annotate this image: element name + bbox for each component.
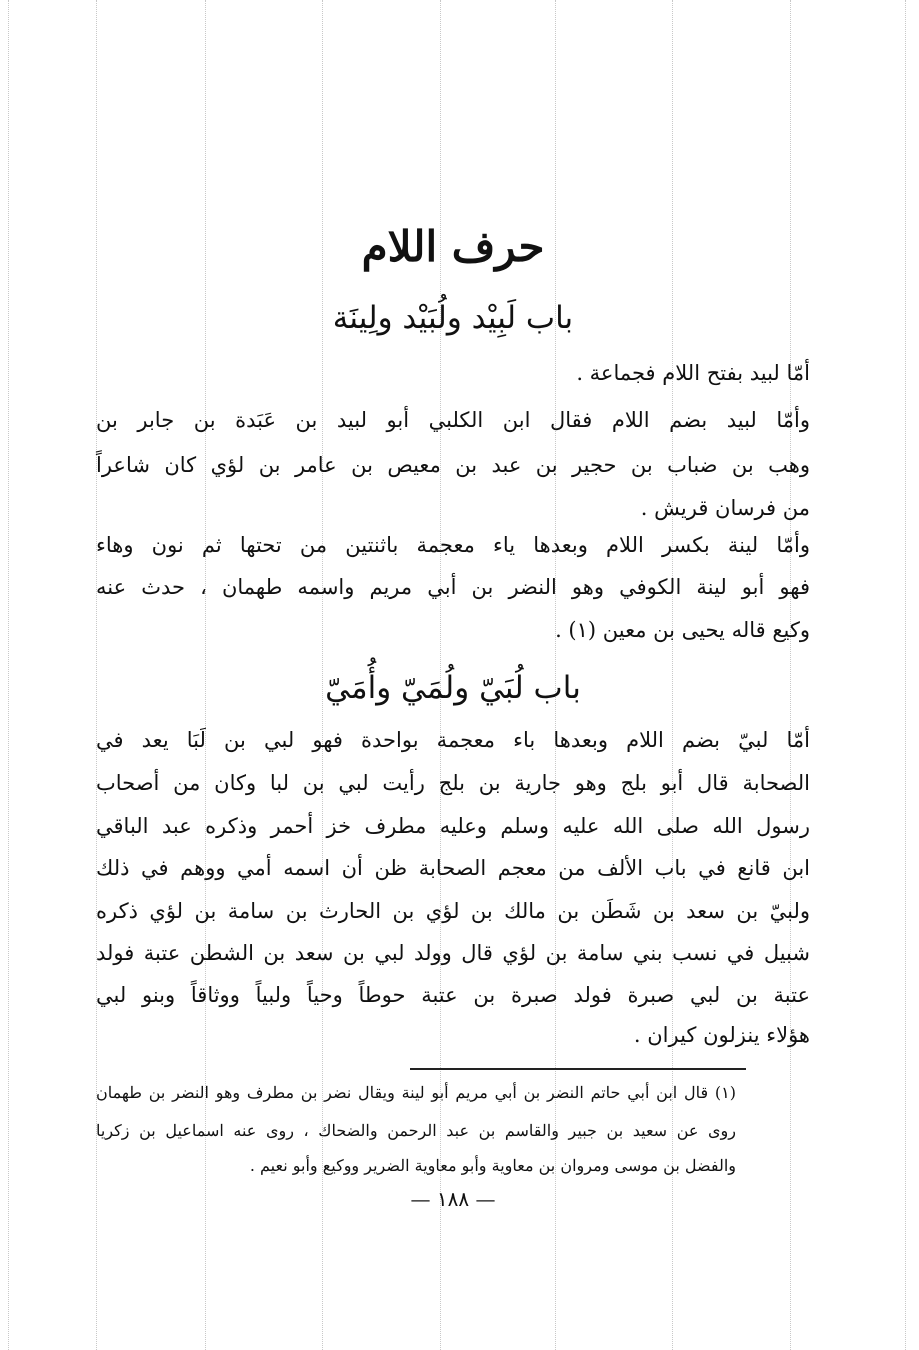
paragraph-line: أمّا لبيّ بضم اللام وبعدها باء معجمة بواحدة فهو لبي بن لَبَا يعد في	[96, 728, 810, 752]
paragraph-line: وأمّا لينة بكسر اللام وبعدها ياء معجمة باثنتين من تحتها ثم نون وهاء	[96, 533, 810, 557]
paragraph-line: عتبة بن لبي صبرة فولد صبرة بن عتبة حوطاً وحياً ولبياً ووثاقاً وبنو لبي	[96, 983, 810, 1007]
page-number: — ١٨٨ —	[410, 1187, 496, 1211]
scan-guide-line	[8, 0, 9, 1350]
paragraph-line: وكيع قاله يحيى بن معين (١) .	[555, 618, 810, 642]
paragraph-line: ابن قانع في باب الألف من معجم الصحابة ظن أن اسمه أمي ووهم في ذلك	[96, 856, 810, 880]
paragraph-line: ولبيّ بن سعد بن شَطَن بن مالك بن لؤي بن الحارث بن سامة بن لؤي ذكره	[96, 899, 810, 923]
paragraph-line: الصحابة قال أبو بلج وهو جارية بن بلج رأيت لبي بن لبا وكان من أصحاب	[96, 771, 810, 795]
footnote-line: روى عن سعيد بن جبير والقاسم بن عبد الرحمن والضحاك ، روى عنه اسماعيل بن زكريا	[96, 1121, 736, 1140]
section-title-labid: باب لَبِيْد ولُبَيْد ولِينَة	[332, 300, 574, 336]
footnote-line: (١) قال ابن أبي حاتم النضر بن أبي مريم أبو لينة ويقال نضر بن مطرف وهو النضر بن طهمان	[96, 1083, 736, 1102]
paragraph-line: فهو أبو لينة الكوفي وهو النضر بن أبي مريم واسمه طهمان ، حدث عنه	[96, 575, 810, 599]
section-title-lubay: باب لُبَيّ ولُمَيّ وأُمَيّ	[325, 670, 581, 706]
paragraph-line: رسول الله صلى الله عليه وسلم وعليه مطرف خز أحمر وذكره عبد الباقي	[96, 814, 810, 838]
paragraph-line: هؤلاء ينزلون كيران .	[633, 1023, 810, 1047]
paragraph-line: من فرسان قريش .	[640, 496, 810, 520]
footnote-separator	[410, 1068, 746, 1070]
paragraph-line: أمّا لبيد بفتح اللام فجماعة .	[576, 361, 810, 385]
paragraph-line: وأمّا لبيد بضم اللام فقال ابن الكلبي أبو لبيد بن عَبَدة بن جابر بن	[96, 408, 810, 432]
footnote-line: والفضل بن موسى ومروان بن معاوية وأبو معاوية الضرير ووكيع وأبو نعيم .	[249, 1156, 736, 1175]
paragraph-line: شبيل في نسب بني سامة بن لؤي قال وولد لبي بن سعد بن الشطن عتبة فولد	[96, 941, 810, 965]
scan-guide-line	[905, 0, 906, 1350]
paragraph-line: وهب بن ضباب بن حجير بن عبد بن معيص بن عامر بن لؤي كان شاعراً	[96, 453, 810, 477]
chapter-heading: حرف اللام	[361, 222, 545, 271]
